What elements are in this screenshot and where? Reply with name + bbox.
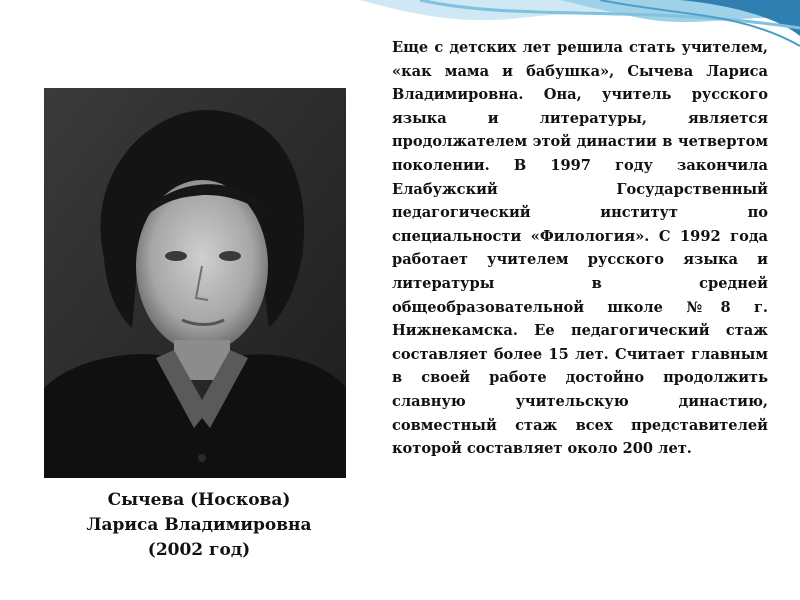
left-eye (165, 251, 187, 261)
caption-line-3: (2002 год) (147, 540, 251, 560)
jacket-button (198, 454, 206, 462)
biography-text: Еще с детских лет решила стать учителем, «как мама и бабушка», Сычева Лариса Владимировна. Она, учитель русского языка и литературы, является продолжателем этой династии в четвертом поколении. В 1997 году закончила Елабужский Государственный педагогический институт по специальности «Филология». С 1992 года работает учителем русского языка и литературы в средней общеобразовательной школе №8 г. Нижнекамска. Ее педагогический стаж составляет более 15 лет. Считает главным в своей работе достойно продолжить славную учительскую династию, совместный стаж всех представителей которой составляет около 200 лет. (392, 39, 768, 458)
photo-caption (40, 488, 358, 563)
caption-line-1: Сычева (Носкова) (107, 490, 291, 510)
portrait-photo-icon (44, 88, 346, 478)
portrait-photo (44, 88, 346, 478)
right-eye (219, 251, 241, 261)
caption-line-2: Лариса Владимировна (86, 515, 312, 535)
